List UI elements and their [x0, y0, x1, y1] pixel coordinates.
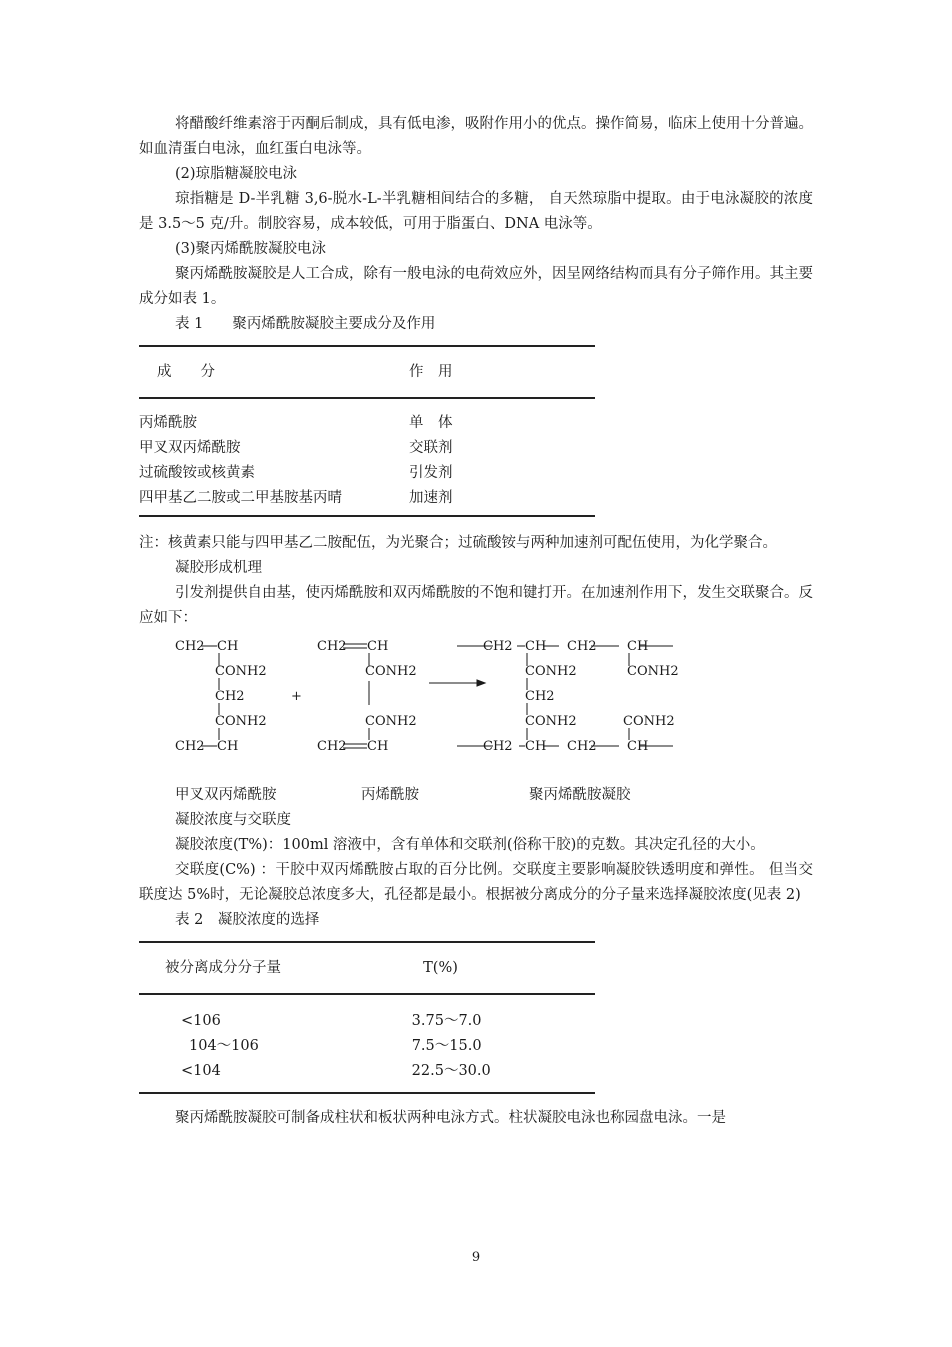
- reaction-atom: CH2: [175, 639, 205, 654]
- table1-cell: 丙烯酰胺: [139, 415, 197, 431]
- reaction-atom: CH2: [175, 739, 205, 754]
- label-bisacrylamide: 甲叉双丙烯酰胺: [175, 787, 277, 803]
- heading-gel-formation: 凝胶形成机理: [175, 560, 262, 576]
- reaction-atom: CONH2: [525, 714, 577, 729]
- reaction-atom: CH: [627, 639, 649, 654]
- label-polyacrylamide-gel: 聚丙烯酰胺凝胶: [529, 787, 631, 803]
- paragraph-gel-concentration: 凝胶浓度(T%)：100ml 溶液中，含有单体和交联剂(俗称干胶)的克数。其决定孔径的大小。: [175, 837, 765, 853]
- table1-cell: 交联剂: [409, 440, 453, 456]
- reaction-atom: CONH2: [525, 664, 577, 679]
- table1-cell: 甲叉双丙烯酰胺: [139, 440, 241, 456]
- table2-header-row: [139, 943, 595, 993]
- table-row: [139, 461, 595, 486]
- table1-header-component: 成 分: [157, 364, 215, 380]
- reaction-diagram: [139, 633, 813, 783]
- reaction-atom: CONH2: [365, 664, 417, 679]
- reaction-atom: CH2: [525, 689, 555, 704]
- reaction-atom: CH: [217, 739, 239, 754]
- table2-header-molecular-weight: 被分离成分分子量: [165, 960, 281, 976]
- reaction-atom: CH: [367, 739, 389, 754]
- table2-cell: <106: [181, 1013, 221, 1029]
- paragraph-gel-formation: 引发剂提供自由基，使丙烯酰胺和双丙烯酰胺的不饱和键打开。在加速剂作用下，发生交联聚合。反应如下：: [139, 585, 813, 626]
- heading-polyacrylamide-gel: (3)聚丙烯酰胺凝胶电泳: [175, 241, 327, 257]
- heading-gel-concentration: 凝胶浓度与交联度: [175, 812, 291, 828]
- table2-header-t-percent: T(%): [423, 960, 458, 976]
- table-row: [139, 1009, 595, 1034]
- reaction-labels: [139, 783, 813, 808]
- reaction-plus: +: [291, 689, 302, 704]
- table2-cell: 104～106: [189, 1038, 259, 1054]
- paragraph-agarose: 琼指糖是 D-半乳糖 3,6-脱水-L-半乳糖相间结合的多糖， 自天然琼脂中提取。由于电泳凝胶的浓度是 3.5～5 克/升。制胶容易，成本较低，可用于脂蛋白、DNA 电泳等。: [139, 191, 813, 232]
- table1-header-row: [139, 347, 595, 397]
- paragraph-cellulose-acetate: 将醋酸纤维素溶于丙酮后制成，具有低电渗，吸附作用小的优点。操作简易，临床上使用十分普遍。如血清蛋白电泳，血红蛋白电泳等。: [139, 116, 813, 157]
- reaction-atom: CONH2: [365, 714, 417, 729]
- table2-cell: 22.5～30.0: [411, 1063, 491, 1079]
- reaction-atom: CH2: [483, 739, 513, 754]
- table1-note: 注：核黄素只能与四甲基乙二胺配伍，为光聚合；过硫酸铵与两种加速剂可配伍使用，为化学聚合。: [139, 535, 777, 551]
- table2-cell: 3.75～7.0: [411, 1013, 482, 1029]
- paragraph-crosslinking: 交联度(C%) ：干胶中双丙烯酰胺占取的百分比例。交联度主要影响凝胶铁透明度和弹性。 但当交联度达 5%时，无论凝胶总浓度多大，孔径都是最小。根据被分离成分的分子量来选择凝胶浓度(见表 2): [139, 862, 813, 903]
- reaction-atom: CH2: [483, 639, 513, 654]
- label-acrylamide: 丙烯酰胺: [361, 787, 419, 803]
- reaction-atom: CONH2: [215, 714, 267, 729]
- table1-bottom-rule: [139, 515, 595, 517]
- reaction-atom: CH: [627, 739, 649, 754]
- reaction-atom: CH2: [317, 639, 347, 654]
- table1-cell: 加速剂: [409, 490, 453, 506]
- paragraph-polyacrylamide: 聚丙烯酰胺凝胶是人工合成，除有一般电泳的电荷效应外，因呈网络结构而具有分子筛作用。其主要成分如表 1。: [139, 266, 813, 307]
- table-row: [139, 1034, 595, 1059]
- table-row: [139, 436, 595, 461]
- reaction-atom: CH2: [567, 639, 597, 654]
- reaction-atom: CH: [217, 639, 239, 654]
- table1-header-function: 作 用: [409, 364, 453, 380]
- table-row: [139, 411, 595, 436]
- reaction-atom: CONH2: [215, 664, 267, 679]
- table2-cell: <104: [181, 1063, 221, 1079]
- table2: [139, 941, 595, 1094]
- reaction-atom: CH2: [317, 739, 347, 754]
- page-number: 9: [471, 1250, 481, 1265]
- reaction-svg: [139, 633, 813, 783]
- reaction-atom: CH: [525, 739, 547, 754]
- reaction-atom: CONH2: [627, 664, 679, 679]
- reaction-atom: CH: [367, 639, 389, 654]
- table2-bottom-rule: [139, 1092, 595, 1094]
- table1-cell: 四甲基乙二胺或二甲基胺基丙晴: [139, 490, 342, 506]
- table1-cell: 单 体: [409, 415, 453, 431]
- table-row: [139, 1059, 595, 1084]
- reaction-atom: CH: [525, 639, 547, 654]
- table2-cell: 7.5～15.0: [411, 1038, 482, 1054]
- table1: [139, 345, 595, 517]
- table-row: [139, 486, 595, 511]
- table1-cell: 引发剂: [409, 465, 453, 481]
- table1-caption: 表 1 聚丙烯酰胺凝胶主要成分及作用: [175, 316, 436, 332]
- reaction-atom: CH2: [215, 689, 245, 704]
- reaction-atom: CH2: [567, 739, 597, 754]
- heading-agarose-gel: (2)琼脂糖凝胶电泳: [175, 166, 298, 182]
- table1-cell: 过硫酸铵或核黄素: [139, 465, 255, 481]
- reaction-atom: CONH2: [623, 714, 675, 729]
- table2-caption: 表 2 凝胶浓度的选择: [175, 912, 320, 928]
- document-page: [139, 112, 813, 1131]
- paragraph-gel-formats: 聚丙烯酰胺凝胶可制备成柱状和板状两种电泳方式。柱状凝胶电泳也称园盘电泳。一是: [175, 1110, 726, 1126]
